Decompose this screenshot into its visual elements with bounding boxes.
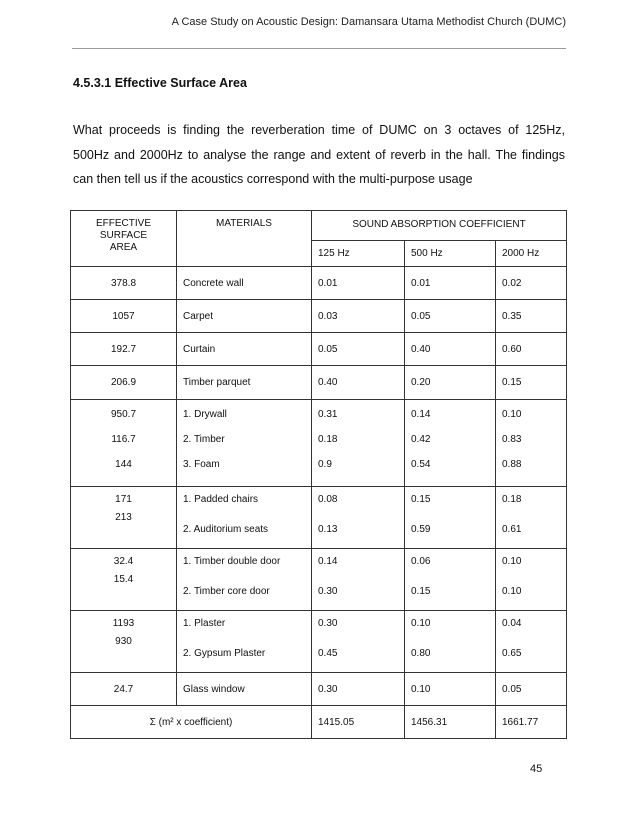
material-cell <box>177 267 312 300</box>
surface-area-cell <box>71 300 177 333</box>
surface-area-cell <box>71 611 177 673</box>
cell-text: 0.10 <box>502 409 522 420</box>
cell-text: 0.05 <box>318 344 338 355</box>
table-row <box>71 300 567 333</box>
total-2000hz: 1661.77 <box>496 706 567 739</box>
surface-area-cell <box>71 673 177 706</box>
material-cell <box>177 366 312 400</box>
cell-text: 144 <box>115 459 132 470</box>
total-500hz: 1456.31 <box>405 706 496 739</box>
header-divider <box>72 48 566 49</box>
coef-2000hz-cell <box>496 333 567 366</box>
cell-text: 0.65 <box>502 648 522 659</box>
cell-text: 0.20 <box>411 377 431 388</box>
header-500hz: 500 Hz <box>405 241 496 267</box>
header-text: SURFACE <box>99 230 148 241</box>
header-text: AREA <box>109 242 138 253</box>
cell-text: 1. Drywall <box>183 409 227 420</box>
cell-text: 0.30 <box>318 586 338 597</box>
coef-500hz-cell <box>405 366 496 400</box>
running-header: A Case Study on Acoustic Design: Damansara Utama Methodist Church (DUMC) <box>171 16 566 28</box>
cell-text: 192.7 <box>110 344 137 355</box>
header-2000hz: 2000 Hz <box>496 241 567 267</box>
cell-text: 0.45 <box>318 648 338 659</box>
coef-125hz-cell <box>312 487 405 549</box>
coef-125hz-cell <box>312 366 405 400</box>
cell-text: 0.30 <box>318 618 338 629</box>
coef-125hz-cell <box>312 611 405 673</box>
cell-text: Concrete wall <box>183 278 244 289</box>
header-materials: MATERIALS <box>177 211 312 267</box>
paragraph-line: What proceeds is finding the reverberation time of DUMC on 3 octaves of 125Hz, <box>73 123 565 137</box>
cell-text: 2. Timber core door <box>183 586 270 597</box>
cell-text: 0.06 <box>411 556 431 567</box>
cell-text: 206.9 <box>110 377 137 388</box>
coef-125hz-cell <box>312 267 405 300</box>
cell-text: 0.9 <box>318 459 332 470</box>
header-effective-surface-area <box>71 211 177 267</box>
cell-text: 0.35 <box>502 311 522 322</box>
cell-text: 0.01 <box>411 278 431 289</box>
cell-text: 0.61 <box>502 524 522 535</box>
cell-text: 0.10 <box>411 618 431 629</box>
cell-text: 32.4 <box>113 556 134 567</box>
table-row <box>71 673 567 706</box>
cell-text: 0.42 <box>411 434 431 445</box>
cell-text: 0.14 <box>411 409 431 420</box>
cell-text: 0.80 <box>411 648 431 659</box>
coef-500hz-cell <box>405 611 496 673</box>
coef-500hz-cell <box>405 333 496 366</box>
coef-125hz-cell <box>312 549 405 611</box>
table-row <box>71 549 567 611</box>
cell-text: 0.60 <box>502 344 522 355</box>
cell-text: 0.04 <box>502 618 522 629</box>
table-row <box>71 400 567 487</box>
total-125hz: 1415.05 <box>312 706 405 739</box>
surface-area-cell <box>71 400 177 487</box>
coef-2000hz-cell <box>496 300 567 333</box>
material-cell <box>177 333 312 366</box>
cell-text: 1. Timber double door <box>183 556 281 567</box>
coef-500hz-cell <box>405 400 496 487</box>
cell-text: 378.8 <box>110 278 137 289</box>
cell-text: 1057 <box>112 311 135 322</box>
table-row <box>71 611 567 673</box>
coef-125hz-cell <box>312 333 405 366</box>
cell-text: 1. Padded chairs <box>183 494 259 505</box>
cell-text: 15.4 <box>113 574 134 585</box>
cell-text: 2. Timber <box>183 434 225 445</box>
header-125hz: 125 Hz <box>312 241 405 267</box>
cell-text: 0.83 <box>502 434 522 445</box>
material-cell <box>177 400 312 487</box>
cell-text: 24.7 <box>113 684 134 695</box>
surface-area-cell <box>71 267 177 300</box>
header-text: EFFECTIVE <box>95 218 151 229</box>
coef-2000hz-cell <box>496 549 567 611</box>
material-cell <box>177 611 312 673</box>
cell-text: 0.18 <box>318 434 338 445</box>
coef-2000hz-cell <box>496 400 567 487</box>
cell-text: 0.14 <box>318 556 338 567</box>
cell-text: 950.7 <box>110 409 137 420</box>
paragraph-line: can then tell us if the acoustics correspond with the multi-purpose usage <box>73 172 473 186</box>
cell-text: Glass window <box>183 684 245 695</box>
page-number: 45 <box>530 763 543 775</box>
cell-text: 0.10 <box>502 586 522 597</box>
cell-text: 0.10 <box>502 556 522 567</box>
totals-label: Σ (m² x coefficient) <box>71 706 312 739</box>
cell-text: 0.30 <box>318 684 338 695</box>
material-cell <box>177 487 312 549</box>
surface-area-cell <box>71 366 177 400</box>
table-row <box>71 333 567 366</box>
cell-text: 0.18 <box>502 494 522 505</box>
cell-text: 0.59 <box>411 524 431 535</box>
cell-text: 171 <box>115 494 132 505</box>
header-sound-absorption-coefficient: SOUND ABSORPTION COEFFICIENT <box>312 211 567 241</box>
cell-text: 213 <box>115 512 132 523</box>
cell-text: 0.08 <box>318 494 338 505</box>
cell-text: 0.15 <box>502 377 522 388</box>
cell-text: 0.13 <box>318 524 338 535</box>
cell-text: 0.40 <box>411 344 431 355</box>
coef-2000hz-cell <box>496 267 567 300</box>
surface-area-cell <box>71 549 177 611</box>
cell-text: 0.01 <box>318 278 338 289</box>
cell-text: Carpet <box>183 311 214 322</box>
cell-text: 0.54 <box>411 459 431 470</box>
section-heading: 4.5.3.1 Effective Surface Area <box>73 76 247 90</box>
cell-text: Curtain <box>183 344 216 355</box>
table-row <box>71 487 567 549</box>
material-cell <box>177 549 312 611</box>
cell-text: 0.15 <box>411 494 431 505</box>
coef-500hz-cell <box>405 487 496 549</box>
cell-text: 2. Gypsum Plaster <box>183 648 266 659</box>
cell-text: 0.15 <box>411 586 431 597</box>
cell-text: 0.03 <box>318 311 338 322</box>
cell-text: 1193 <box>112 618 135 629</box>
cell-text: 0.05 <box>411 311 431 322</box>
absorption-coefficient-table <box>70 210 567 739</box>
table-row <box>71 267 567 300</box>
cell-text: 2. Auditorium seats <box>183 524 269 535</box>
table-row <box>71 366 567 400</box>
surface-area-cell <box>71 487 177 549</box>
coef-2000hz-cell <box>496 673 567 706</box>
cell-text: 1. Plaster <box>183 618 226 629</box>
material-cell <box>177 673 312 706</box>
material-cell <box>177 300 312 333</box>
coef-500hz-cell <box>405 673 496 706</box>
coef-125hz-cell <box>312 400 405 487</box>
cell-text: 0.02 <box>502 278 522 289</box>
paragraph-line: 500Hz and 2000Hz to analyse the range and extent of reverb in the hall. The findings <box>73 148 565 162</box>
coef-2000hz-cell <box>496 487 567 549</box>
totals-row <box>71 706 567 739</box>
coef-125hz-cell <box>312 300 405 333</box>
cell-text: Timber parquet <box>183 377 251 388</box>
coef-500hz-cell <box>405 549 496 611</box>
cell-text: 0.10 <box>411 684 431 695</box>
coef-500hz-cell <box>405 267 496 300</box>
cell-text: 116.7 <box>111 434 136 445</box>
coef-2000hz-cell <box>496 611 567 673</box>
coef-125hz-cell <box>312 673 405 706</box>
cell-text: 0.40 <box>318 377 338 388</box>
cell-text: 0.31 <box>318 409 338 420</box>
cell-text: 0.05 <box>502 684 522 695</box>
coef-500hz-cell <box>405 300 496 333</box>
coef-2000hz-cell <box>496 366 567 400</box>
cell-text: 930 <box>115 636 132 647</box>
cell-text: 3. Foam <box>183 459 220 470</box>
cell-text: 0.88 <box>502 459 522 470</box>
surface-area-cell <box>71 333 177 366</box>
